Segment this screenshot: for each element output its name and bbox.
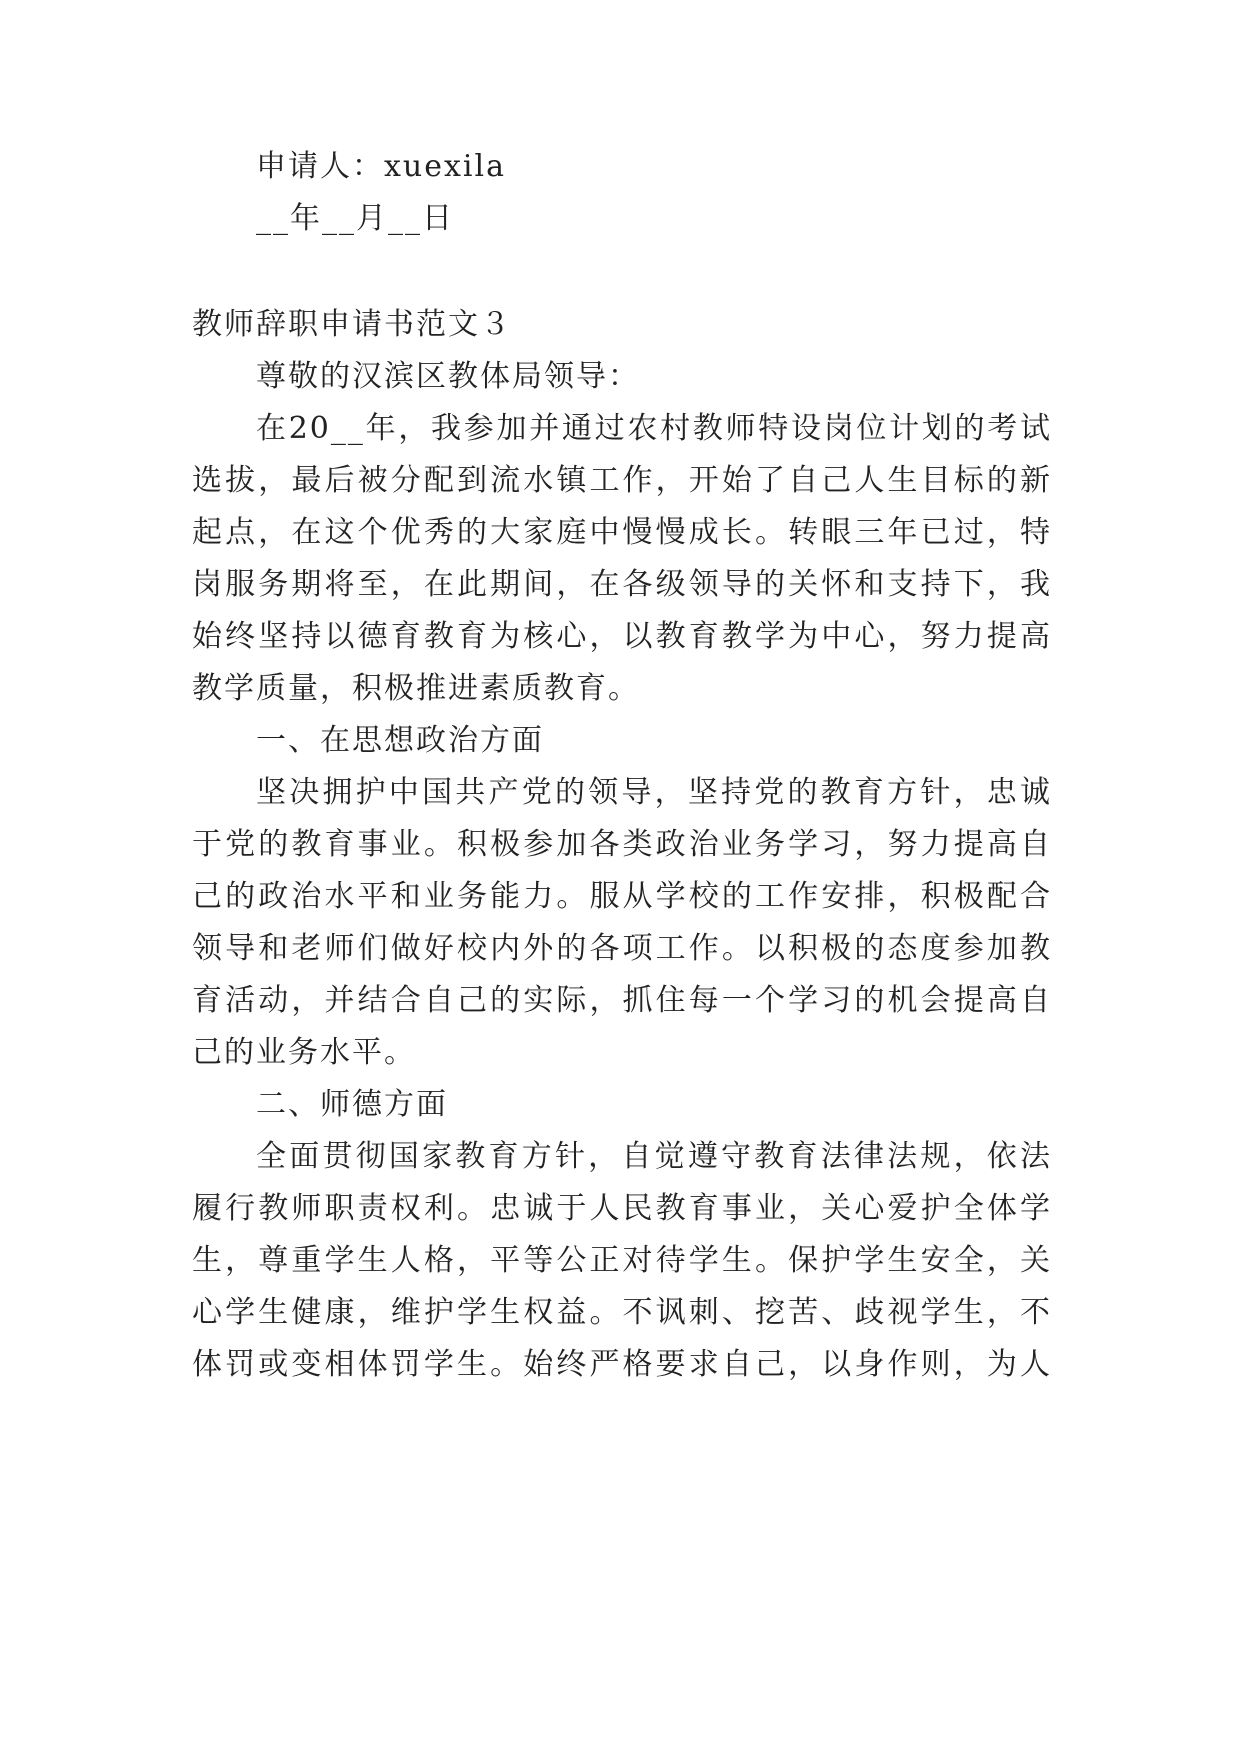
paragraph-2-line-3: 己的政治水平和业务能力。服从学校的工作安排，积极配合: [192, 879, 1052, 914]
section-title: 教师辞职申请书范文３: [192, 307, 512, 342]
paragraph-2-line-1: 坚决拥护中国共产党的领导，坚持党的教育方针，忠诚: [256, 775, 1052, 810]
heading-political: 一、在思想政治方面: [256, 723, 544, 758]
paragraph-1-line-1: 在20__年，我参加并通过农村教师特设岗位计划的考试: [256, 411, 1052, 446]
date-line: __年__月__日: [256, 201, 454, 236]
paragraph-2-line-6: 己的业务水平。: [192, 1035, 416, 1070]
paragraph-2-line-2: 于党的教育事业。积极参加各类政治业务学习，努力提高自: [192, 827, 1052, 862]
paragraph-3-line-1: 全面贯彻国家教育方针，自觉遵守教育法律法规，依法: [256, 1139, 1052, 1174]
paragraph-2-line-4: 领导和老师们做好校内外的各项工作。以积极的态度参加教: [192, 931, 1052, 966]
paragraph-1-line-3: 起点，在这个优秀的大家庭中慢慢成长。转眼三年已过，特: [192, 515, 1052, 550]
paragraph-1-line-2: 选拔，最后被分配到流水镇工作，开始了自己人生目标的新: [192, 463, 1052, 498]
paragraph-3-line-3: 生，尊重学生人格，平等公正对待学生。保护学生安全，关: [192, 1243, 1052, 1278]
paragraph-3-line-5: 体罚或变相体罚学生。始终严格要求自己，以身作则，为人: [192, 1347, 1052, 1382]
paragraph-1-line-6: 教学质量，积极推进素质教育。: [192, 671, 640, 706]
applicant-line: 申请人：xuexila: [256, 149, 506, 184]
salutation: 尊敬的汉滨区教体局领导：: [256, 359, 640, 394]
paragraph-1-line-4: 岗服务期将至，在此期间，在各级领导的关怀和支持下，我: [192, 567, 1052, 602]
paragraph-1-line-5: 始终坚持以德育教育为核心，以教育教学为中心，努力提高: [192, 619, 1052, 654]
paragraph-2-line-5: 育活动，并结合自己的实际，抓住每一个学习的机会提高自: [192, 983, 1052, 1018]
paragraph-3-line-2: 履行教师职责权利。忠诚于人民教育事业，关心爱护全体学: [192, 1191, 1052, 1226]
paragraph-3-line-4: 心学生健康，维护学生权益。不讽刺、挖苦、歧视学生，不: [192, 1295, 1052, 1330]
heading-ethics: 二、师德方面: [256, 1087, 448, 1122]
